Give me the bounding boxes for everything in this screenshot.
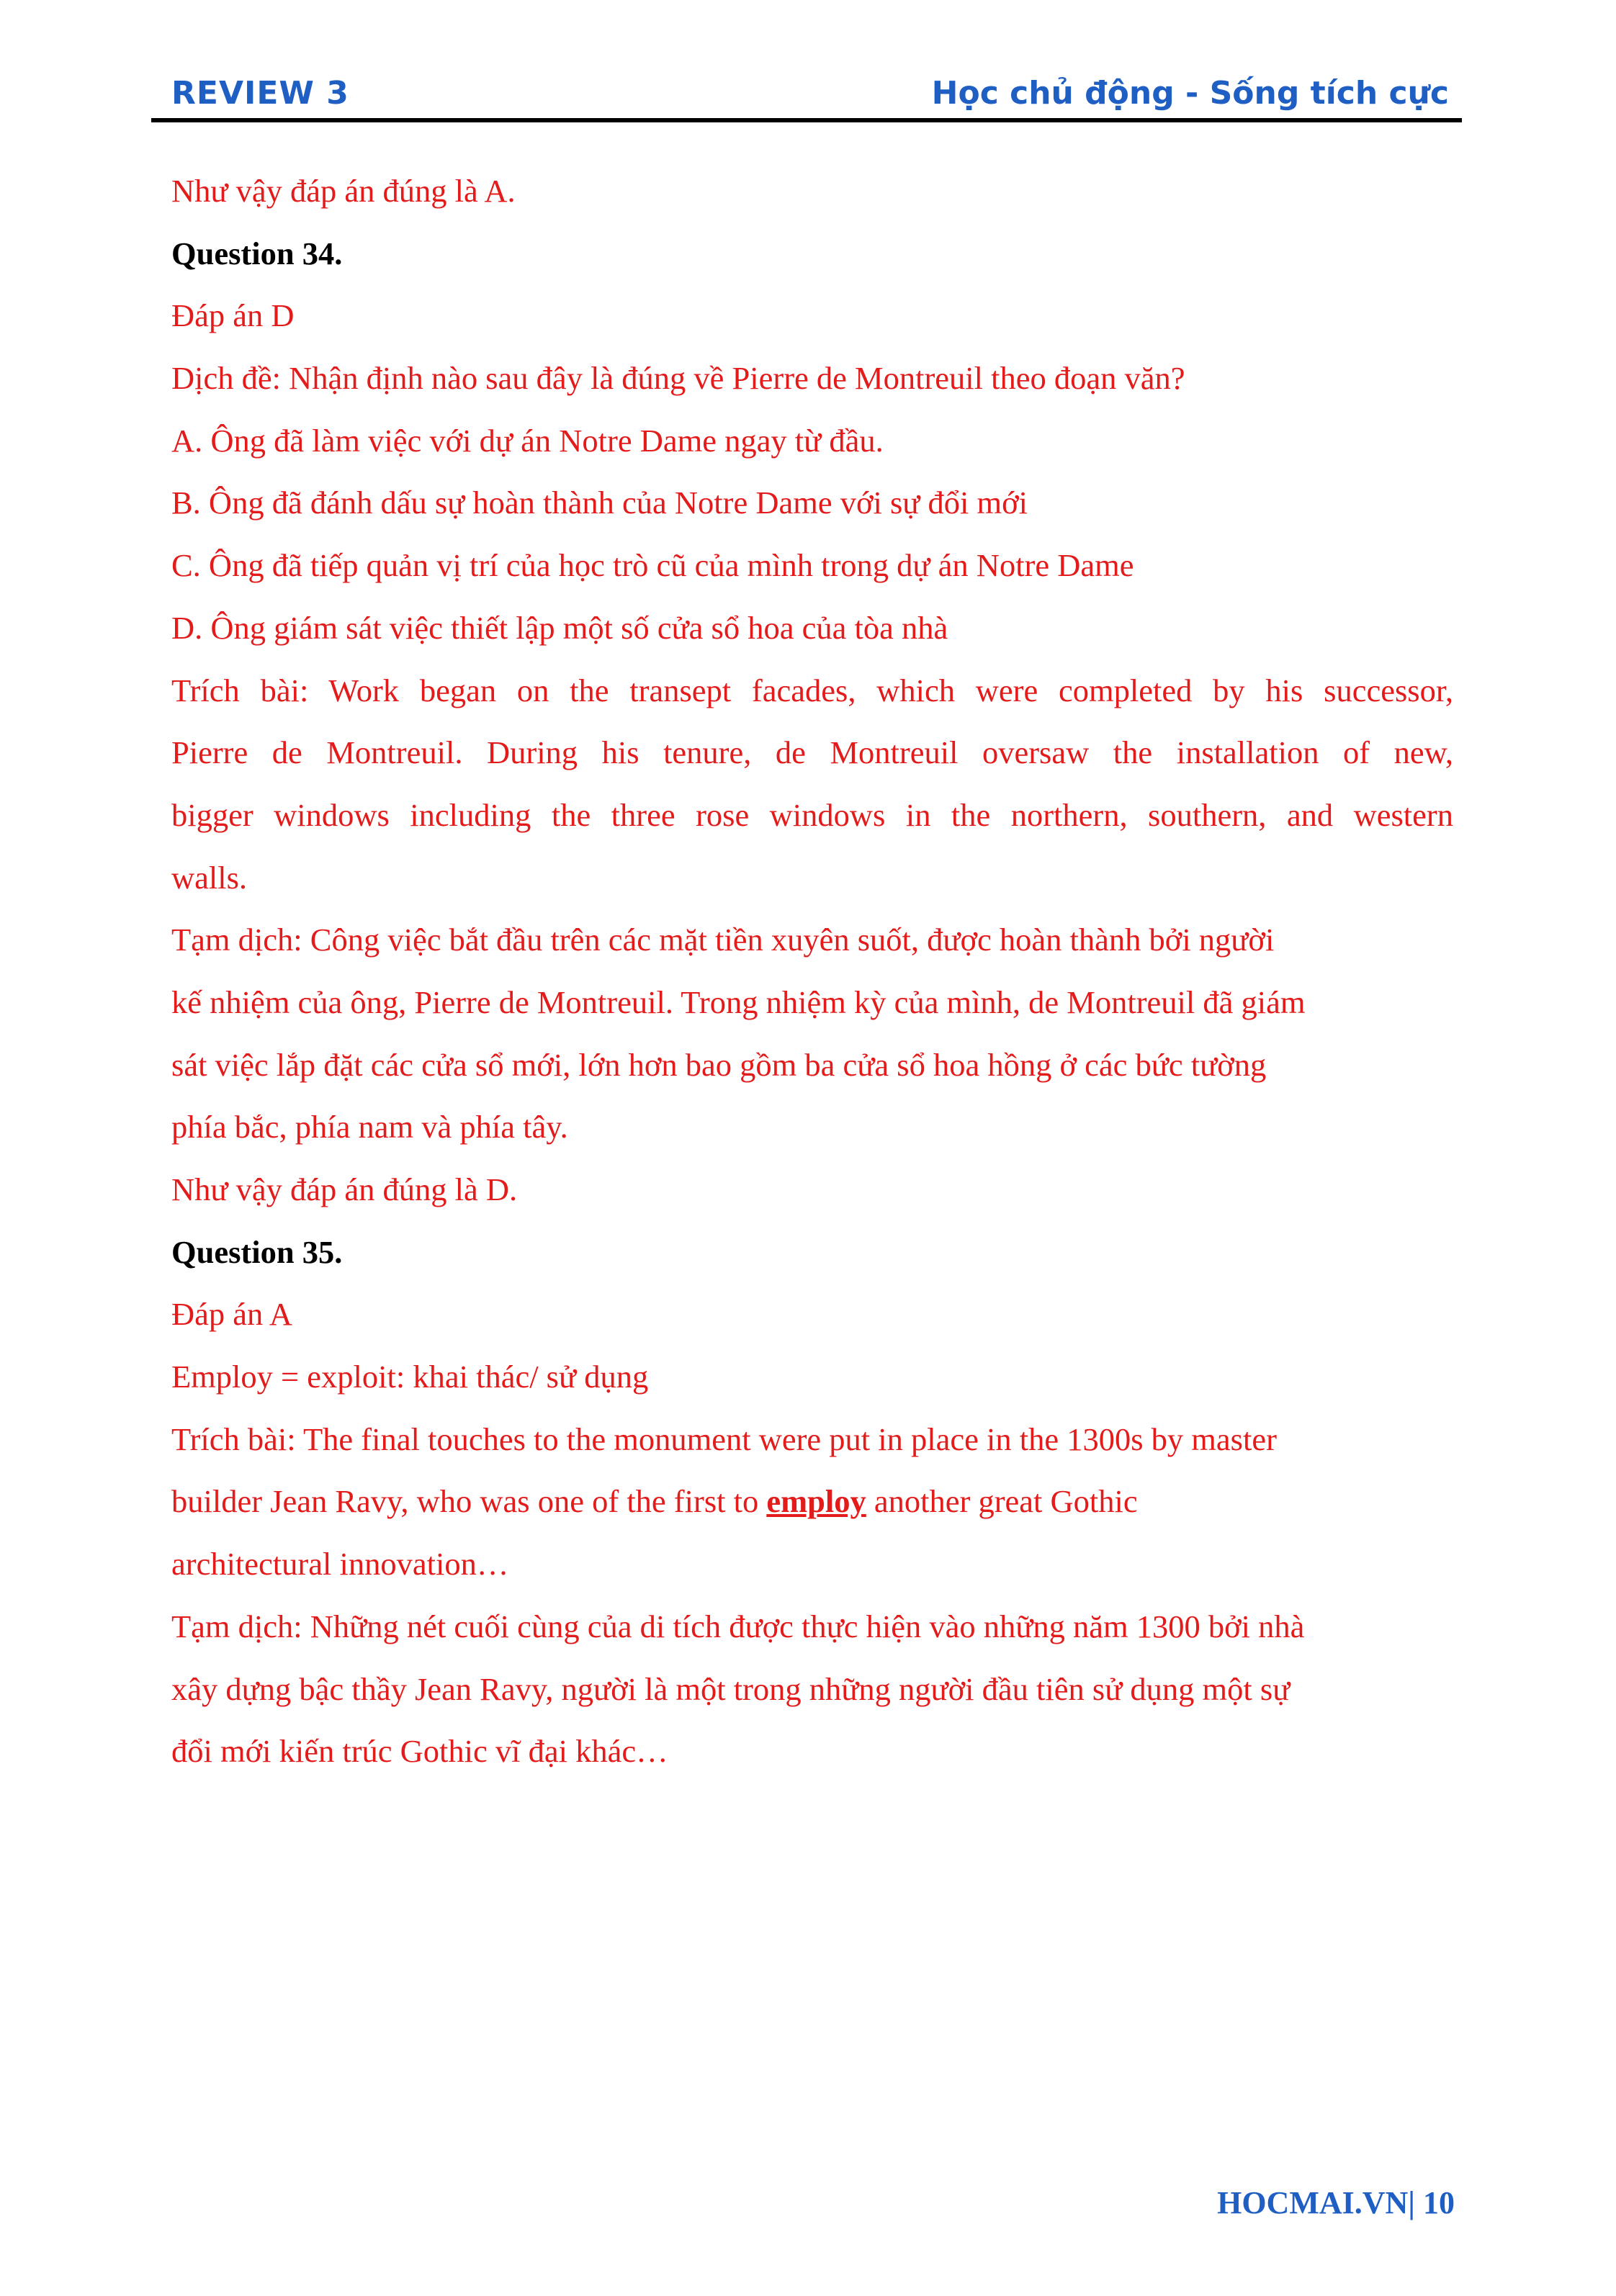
translation-line: Tạm dịch: Công việc bắt đầu trên các mặt tiền xuyên suốt, được hoàn thành bởi người xyxy=(171,922,1275,958)
conclusion-line: Như vậy đáp án đúng là D. xyxy=(171,1171,518,1207)
page-header xyxy=(151,69,1462,121)
translation-line: sát việc lắp đặt các cửa sổ mới, lớn hơn bao gồm ba cửa sổ hoa hồng ở các bức tường xyxy=(171,1046,1267,1083)
page-footer: HOCMAI.VN| 10 xyxy=(1217,2185,1455,2220)
header-title: REVIEW 3 xyxy=(171,75,349,112)
translation-line: Tạm dịch: Những nét cuối cùng của di tích được thực hiện vào những năm 1300 bởi nhà xyxy=(171,1608,1305,1644)
translation-line: xây dựng bậc thầy Jean Ravy, người là một trong những người đầu tiên sử dụng một sự xyxy=(171,1670,1290,1707)
translation-line: kế nhiệm của ông, Pierre de Montreuil. Trong nhiệm kỳ của mình, de Montreuil đã giám xyxy=(171,983,1306,1020)
excerpt-line: Pierre de Montreuil. During his tenure, de Montreuil oversaw the installation of new, xyxy=(171,734,1453,771)
excerpt-line: bigger windows including the three rose windows in the northern, southern, and western xyxy=(171,796,1453,833)
option-a: A. Ông đã làm việc với dự án Notre Dame ngay từ đầu. xyxy=(171,422,884,459)
question-translation: Dịch đề: Nhận định nào sau đây là đúng về Pierre de Montreuil theo đoạn văn? xyxy=(171,360,1185,397)
answer-key: Đáp án A xyxy=(171,1296,293,1333)
excerpt-line: walls. xyxy=(171,859,248,896)
header-divider xyxy=(151,118,1462,122)
answer-key: Đáp án D xyxy=(171,297,295,334)
highlighted-keyword: employ xyxy=(766,1483,866,1520)
excerpt-text: another great Gothic xyxy=(866,1483,1138,1520)
excerpt-line xyxy=(171,1470,1453,1533)
excerpt-text: builder Jean Ravy, who was one of the first to xyxy=(171,1483,767,1520)
translation-line: đổi mới kiến trúc Gothic vĩ đại khác… xyxy=(171,1733,668,1770)
vocabulary-note: Employ = exploit: khai thác/ sử dụng xyxy=(171,1359,649,1395)
option-c: C. Ông đã tiếp quản vị trí của học trò cũ của mình trong dự án Notre Dame xyxy=(171,547,1134,584)
question-heading: Question 35. xyxy=(171,1233,343,1270)
excerpt-line: Trích bài: The final touches to the monument were put in place in the 1300s by master xyxy=(171,1421,1277,1457)
excerpt-line: architectural innovation… xyxy=(171,1546,509,1583)
header-slogan: Học chủ động - Sống tích cực xyxy=(931,75,1449,112)
option-d: D. Ông giám sát việc thiết lập một số cửa sổ hoa của tòa nhà xyxy=(171,609,948,646)
document-body xyxy=(171,160,1453,1783)
option-b: B. Ông đã đánh dấu sự hoàn thành của Notre Dame với sự đổi mới xyxy=(171,485,1028,521)
question-heading: Question 34. xyxy=(171,235,343,271)
excerpt-line: Trích bài: Work began on the transept facades, which were completed by his successor, xyxy=(171,672,1453,708)
translation-line: phía bắc, phía nam và phía tây. xyxy=(171,1109,568,1145)
conclusion-line: Như vậy đáp án đúng là A. xyxy=(171,173,516,209)
